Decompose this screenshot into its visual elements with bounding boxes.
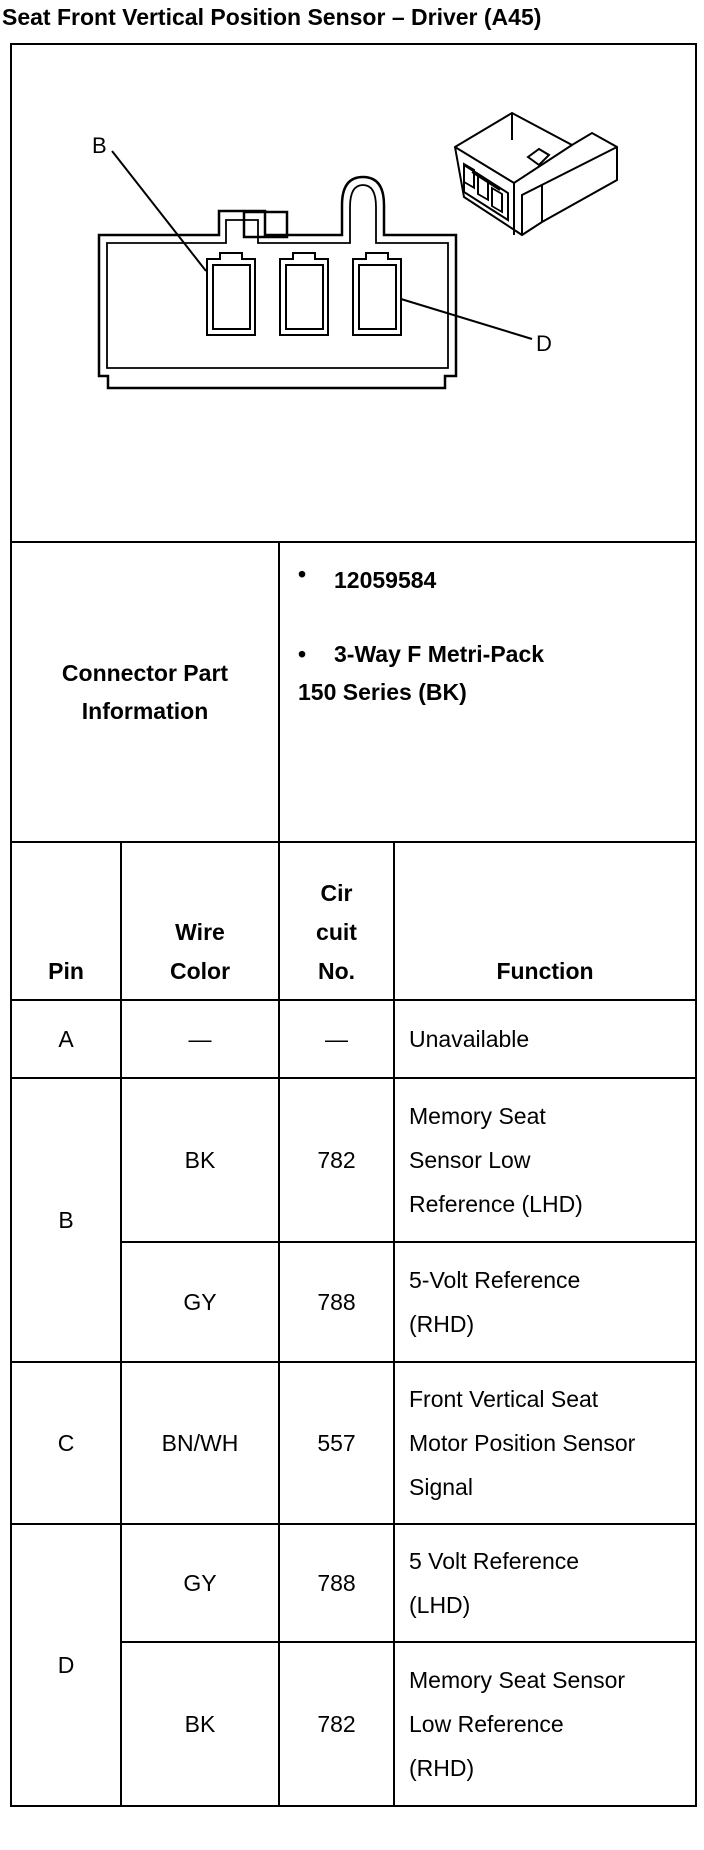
pin-cell: C — [11, 1362, 121, 1524]
circuit-no-cell: 782 — [279, 1078, 394, 1242]
wire-color-cell: — — [121, 1000, 279, 1078]
part-number-item: • 12059584 — [298, 561, 437, 593]
pin-cell: A — [11, 1000, 121, 1078]
connector-drawing — [12, 45, 697, 541]
pin-cell: D — [11, 1524, 121, 1806]
wire-color-cell: BK — [121, 1642, 279, 1806]
circuit-no-cell: 557 — [279, 1362, 394, 1524]
function-cell: Memory Seat Sensor Low Reference (LHD) — [394, 1078, 696, 1242]
table-row — [11, 1000, 696, 1078]
circuit-no-header: Cir cuit No. — [279, 842, 394, 1000]
connector-info-row — [11, 542, 696, 842]
connector-table — [10, 43, 697, 1807]
bullet-icon: • — [298, 561, 307, 587]
page-title: Seat Front Vertical Position Sensor – Driver (A45) — [2, 4, 542, 30]
circuit-no-cell: 788 — [279, 1524, 394, 1642]
function-cell: Front Vertical Seat Motor Position Sensor Signal — [394, 1362, 696, 1524]
table-row — [11, 1524, 696, 1642]
table-row — [11, 1362, 696, 1524]
wire-color-cell: BK — [121, 1078, 279, 1242]
wire-color-cell: GY — [121, 1242, 279, 1362]
pin-table-header — [11, 842, 696, 1000]
connector-type-item: • 3-Way F Metri-Pack 150 Series (BK) — [298, 635, 588, 711]
function-cell: 5 Volt Reference (LHD) — [394, 1524, 696, 1642]
function-header: Function — [394, 842, 696, 1000]
function-cell: 5-Volt Reference (RHD) — [394, 1242, 696, 1362]
diagram-row — [11, 44, 696, 542]
callout-d-label: D — [536, 331, 552, 356]
pin-cell: B — [11, 1078, 121, 1362]
wire-color-header: Wire Color — [121, 842, 279, 1000]
table-row — [11, 1078, 696, 1242]
function-cell: Unavailable — [394, 1000, 696, 1078]
connector-diagram — [11, 44, 696, 542]
connector-part-info-label: Connector Part Information — [11, 542, 279, 842]
pin-header: Pin — [11, 842, 121, 1000]
connector-isometric-icon — [455, 113, 617, 235]
circuit-no-cell: 782 — [279, 1642, 394, 1806]
function-cell: Memory Seat Sensor Low Reference (RHD) — [394, 1642, 696, 1806]
circuit-no-cell: — — [279, 1000, 394, 1078]
wire-color-cell: GY — [121, 1524, 279, 1642]
circuit-no-cell: 788 — [279, 1242, 394, 1362]
connector-part-info-values — [279, 542, 696, 842]
callout-b-label: B — [92, 133, 107, 158]
bullet-icon: • — [298, 641, 307, 667]
wire-color-cell: BN/WH — [121, 1362, 279, 1524]
